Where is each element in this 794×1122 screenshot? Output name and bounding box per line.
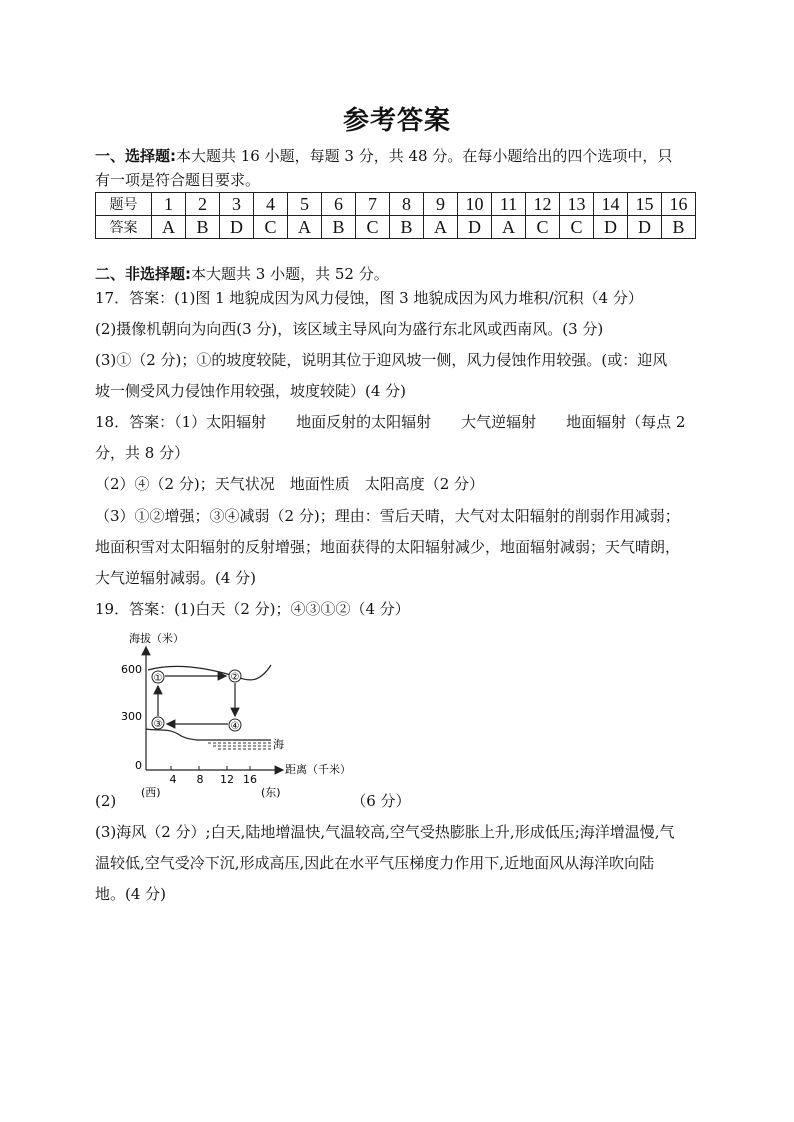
question-number: 2 bbox=[186, 193, 220, 216]
table-row-answers bbox=[96, 216, 696, 239]
page-title: 参考答案 bbox=[342, 106, 451, 136]
answer-cell: C bbox=[560, 216, 594, 239]
question-number: 6 bbox=[322, 193, 356, 216]
point-1-label: ① bbox=[153, 673, 163, 684]
answer-cell: A bbox=[492, 216, 526, 239]
q18-line2: 分，共 8 分） bbox=[95, 444, 190, 462]
x-tick-4: 4 bbox=[169, 773, 177, 786]
q19-part2-score: （6 分） bbox=[351, 792, 411, 810]
sea-label: 海 bbox=[273, 738, 284, 751]
section2-text: 本大题共 3 小题，共 52 分。 bbox=[191, 265, 389, 283]
question-number: 5 bbox=[288, 193, 322, 216]
y-axis-label: 海拔（米） bbox=[129, 632, 184, 645]
answer-cell: D bbox=[458, 216, 492, 239]
question-number: 14 bbox=[594, 193, 628, 216]
question-number: 8 bbox=[390, 193, 424, 216]
answer-cell: D bbox=[594, 216, 628, 239]
answer-table bbox=[95, 192, 696, 239]
q18-line5: 地面积雪对太阳辐射的反射增强；地面获得的太阳辐射减少，地面辐射减弱；天气晴朗， bbox=[95, 538, 681, 556]
section2-heading: 二、非选择题: bbox=[95, 265, 191, 283]
ground-surface bbox=[146, 729, 271, 740]
answer-cell: B bbox=[390, 216, 424, 239]
question-number: 4 bbox=[254, 193, 288, 216]
point-2-label: ② bbox=[230, 672, 240, 683]
answer-cell: D bbox=[220, 216, 254, 239]
section2-line bbox=[95, 264, 705, 284]
question-number: 15 bbox=[628, 193, 662, 216]
answer-cell: C bbox=[254, 216, 288, 239]
q19-line4: 温较低,空气受冷下沉,形成高压,因此在水平气压梯度力作用下,近地面风从海洋吹向陆 bbox=[95, 854, 655, 872]
question-number: 16 bbox=[662, 193, 696, 216]
q18-line6: 大气逆辐射减弱。(4 分) bbox=[95, 569, 257, 587]
answer-cell: C bbox=[526, 216, 560, 239]
upper-isobar bbox=[148, 665, 271, 680]
q17-line4: 坡一侧受风力侵蚀作用较强，坡度较陡）(4 分) bbox=[95, 382, 407, 400]
question-number: 7 bbox=[356, 193, 390, 216]
section1-text-1: 本大题共 16 小题，每题 3 分，共 48 分。在每小题给出的四个选项中，只 bbox=[176, 147, 673, 165]
question-number: 13 bbox=[560, 193, 594, 216]
q17-line3: (3)①（2 分)；①的坡度较陡，说明其位于迎风坡一侧，风力侵蚀作用较强。(或：迎风 bbox=[95, 351, 668, 369]
answer-cell: C bbox=[356, 216, 390, 239]
question-number: 11 bbox=[492, 193, 526, 216]
sea-breeze-diagram bbox=[113, 625, 353, 803]
west-label: (西) bbox=[141, 786, 161, 799]
table-row-numbers bbox=[96, 193, 696, 216]
y-tick-0: 0 bbox=[135, 759, 142, 772]
answer-cell: B bbox=[662, 216, 696, 239]
answer-cell: A bbox=[424, 216, 458, 239]
q17-line1: 17．答案：(1)图 1 地貌成因为风力侵蚀，图 3 地貌成因为风力堆积/沉积（4 分） bbox=[95, 289, 643, 307]
answer-cell: D bbox=[628, 216, 662, 239]
x-axis-label: 距离（千米） bbox=[285, 763, 351, 776]
point-4-label: ④ bbox=[230, 721, 240, 732]
q19-part2-label: (2) bbox=[95, 792, 117, 810]
answer-cell: A bbox=[152, 216, 186, 239]
question-number: 9 bbox=[424, 193, 458, 216]
answer-cell: A bbox=[288, 216, 322, 239]
question-number: 1 bbox=[152, 193, 186, 216]
question-number: 3 bbox=[220, 193, 254, 216]
section1-text-2: 有一项是符合题目要求。 bbox=[95, 171, 261, 189]
question-number: 12 bbox=[526, 193, 560, 216]
y-tick-600: 600 bbox=[121, 663, 142, 676]
section1-line1 bbox=[95, 146, 705, 166]
answer-cell: B bbox=[322, 216, 356, 239]
row-label-answer: 答案 bbox=[96, 216, 152, 239]
east-label: (东) bbox=[261, 786, 281, 799]
row-label-number: 题号 bbox=[96, 193, 152, 216]
q19-part2-line bbox=[95, 791, 705, 811]
point-3-label: ③ bbox=[153, 719, 163, 730]
q18-line3: （2）④（2 分)；天气状况 地面性质 太阳高度（2 分） bbox=[95, 475, 485, 493]
section1-heading: 一、选择题: bbox=[95, 147, 176, 165]
x-tick-8: 8 bbox=[196, 773, 204, 786]
q17-line2: (2)摄像机朝向为向西(3 分)，该区域主导风向为盛行东北风或西南风。(3 分) bbox=[95, 320, 604, 338]
x-tick-12: 12 bbox=[220, 773, 234, 786]
x-tick-16: 16 bbox=[243, 773, 257, 786]
q19-line3: (3)海风（2 分）;白天,陆地增温快,气温较高,空气受热膨胀上升,形成低压;海洋增温慢,气 bbox=[95, 823, 675, 841]
q19-line1: 19．答案：(1)白天（2 分)；④③①②（4 分） bbox=[95, 600, 410, 618]
q18-line1: 18．答案：（1）太阳辐射 地面反射的太阳辐射 大气逆辐射 地面辐射（每点 2 bbox=[95, 413, 686, 431]
q18-line4: （3）①②增强；③④减弱（2 分)；理由：雪后天晴，大气对太阳辐射的削弱作用减弱； bbox=[95, 507, 680, 525]
question-number: 10 bbox=[458, 193, 492, 216]
y-tick-300: 300 bbox=[121, 710, 142, 723]
q19-line5: 地。(4 分) bbox=[95, 885, 167, 903]
answer-cell: B bbox=[186, 216, 220, 239]
